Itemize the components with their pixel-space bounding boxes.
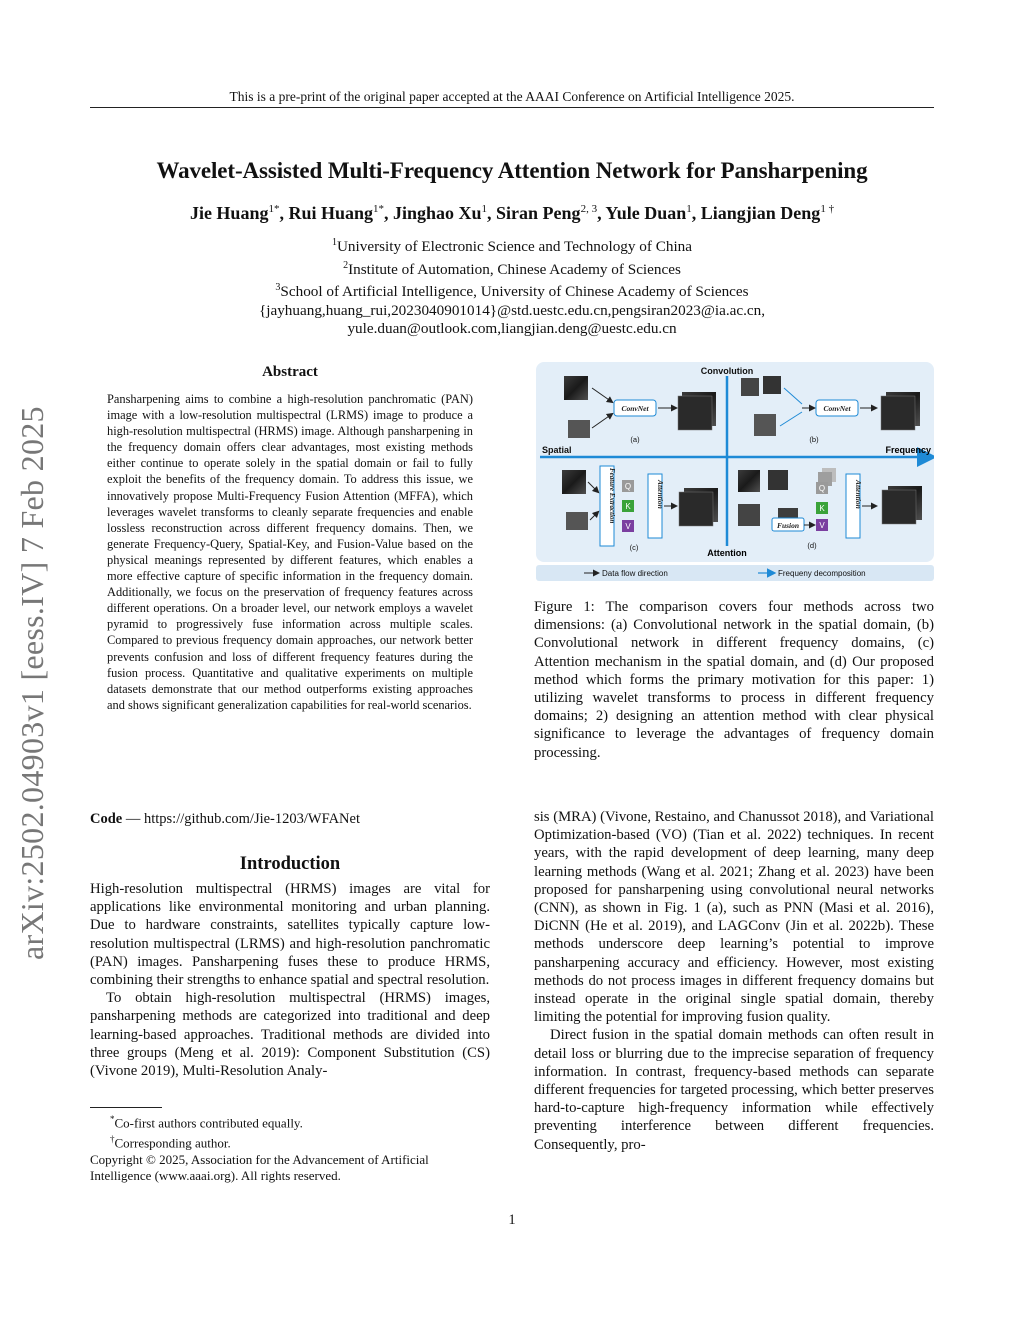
left-column-body — [90, 880, 490, 1080]
affiliation-text: School of Artificial Intelligence, University of Chinese Academy of Sciences — [280, 283, 749, 301]
body-paragraph: High-resolution multispectral (HRMS) images are vital for applications like environmental monitoring and urban planning. Due to hardware constraints, satellites typically capture low-resolution multispectral (LRMS) and high-resolution panchromatic (PAN) images. Pansharpening fuses these to produce HRMS, combining their strengths to enhance spatial and spectral resolution. — [90, 881, 490, 989]
footnote-cofirst — [90, 1111, 490, 1131]
q-label-d: Q — [818, 484, 826, 493]
author-name: Rui Huang — [288, 203, 373, 223]
output-stack-b-front — [881, 396, 915, 430]
affiliation-sup: 3 — [275, 282, 281, 294]
paper-title: Wavelet-Assisted Multi-Frequency Attention Network for Pansharpening — [156, 158, 868, 183]
footnotes — [90, 1111, 490, 1184]
author-name: Yule Duan — [605, 203, 687, 223]
author-list: Jie Huang$^{1*}$, Rui Huang$^{1*}$, Jinghao Xu$^1$, Siran Peng$^{2, 3}$, Yule Duan$^1$, Liangjian Deng$^{1 \dagger}$ — [189, 203, 835, 223]
attention-label-c: Attention — [656, 480, 665, 509]
code-label: Code — [90, 811, 123, 827]
code-line — [90, 811, 490, 828]
fusion-label: Fusion — [776, 521, 800, 530]
convnet-label-b: ConvNet — [823, 404, 851, 413]
footnote-text: Co-first authors contributed equally. — [114, 1115, 303, 1131]
panel-label-d: (d) — [807, 541, 817, 550]
convnet-label-a: ConvNet — [621, 404, 649, 413]
affiliation-text: University of Electronic Science and Technology of China — [336, 238, 693, 256]
q-label-c: Q — [624, 482, 632, 491]
label-spatial: Spatial — [542, 445, 572, 455]
code-url-link[interactable]: https://github.com/Jie-1203/WFANet — [143, 811, 360, 827]
panel-label-c: (c) — [629, 543, 639, 552]
image-ms-c — [562, 470, 586, 494]
image-pan-a — [568, 420, 590, 438]
k-label-d: K — [819, 504, 825, 513]
body-paragraph: To obtain high-resolution multispectral (HRMS) images, pansharpening methods are categorized into traditional and deep learning-based approaches. Traditional methods are divided into three groups (Meng et al. 2019): Component Substitution (CS) (Vivone 2019), Multi-Resolution Analy- — [90, 990, 490, 1080]
output-stack-a-front — [678, 396, 712, 430]
author-sup: 1 — [481, 203, 488, 215]
author-name: Jie Huang — [189, 203, 269, 223]
author-sup: 2, 3 — [580, 203, 598, 215]
page-number: 1 — [508, 1212, 516, 1228]
copyright-notice: Copyright © 2025, Association for the Advancement of Artificial Intelligence (www.aaai.org). All rights reserved. — [90, 1151, 429, 1183]
abstract-heading: Abstract — [262, 364, 318, 380]
image-pan-c — [566, 512, 588, 530]
footnote-mark: * — [110, 1114, 115, 1124]
code-separator: — — [122, 811, 144, 827]
author-sup: 1 — [686, 203, 692, 215]
right-column-body — [534, 808, 934, 1154]
author-name: Liangjian Deng — [700, 203, 821, 223]
v-label-d: V — [819, 521, 825, 530]
figure-panel-background — [536, 362, 934, 562]
author-sup: 1 † — [820, 203, 835, 215]
legend-frequency-label: Frequeny decomposition — [778, 569, 866, 578]
author-name: Jinghao Xu — [393, 203, 482, 223]
figure-1-caption: Figure 1: The comparison covers four methods across two dimensions: (a) Convolutional network in the spatial domain, (b) Convolutional network in different frequency domains, (c) Attention mechanism in the spatial domain, and (d) Our proposed method which forms the primary motivation for this paper: 1) utilizing wavelet transforms to process in different frequency domains; 2) designing an attention method with clear physical significance to leverage the advantages of frequency domain processing. — [534, 599, 934, 761]
image-stack-b-back — [741, 378, 759, 396]
affiliation — [90, 234, 934, 257]
output-stack-d-front — [882, 490, 916, 524]
footnote-text: Corresponding author. — [114, 1135, 231, 1151]
attention-label-d: Attention — [854, 480, 863, 509]
footnote-corresponding — [90, 1131, 490, 1151]
affiliation-sup: 1 — [331, 237, 337, 248]
image-ms-d — [738, 470, 760, 492]
preprint-note: This is a pre-print of the original paper accepted at the AAAI Conference on Artificial Intelligence 2025. — [229, 89, 795, 104]
affiliations — [90, 234, 934, 339]
label-convolution: Convolution — [700, 366, 754, 376]
affiliation — [90, 279, 934, 302]
header-rule — [90, 107, 934, 108]
figure-1 — [536, 362, 934, 588]
body-paragraph: sis (MRA) (Vivone, Restaino, and Chanussot 2018), and Variational Optimization-based (VO) (Tian et al. 2022) techniques. In recent years, with the rapid development of deep learning, many deep learning methods (Wang et al. 2021; Zhang et al. 2023) have been proposed for pansharpening using convolutional neural networks (CNN), as shown in Fig. 1 (a), such as PNN (Masi et al. 2016), DiCNN (He et al. 2019), and LAGConv (Jin et al. 2022b). These methods underscore deep learning’s potential to improve pansharpening accuracy and efficiency. However, most existing methods do not process images in different frequency domains but instead operate in the original single spatial domain, thereby limiting the potential for improving fusion quality. — [534, 809, 934, 1026]
footnote-rule — [90, 1107, 162, 1108]
email-line: {jayhuang,huang_rui,2023040901014}@std.uestc.edu.cn,pengsiran2023@ia.ac.cn, — [258, 301, 766, 319]
author-name: Siran Peng — [496, 203, 581, 223]
image-stack-b-low — [754, 414, 776, 436]
output-stack-c-front — [679, 492, 713, 526]
figure-1-diagram — [536, 362, 934, 588]
fusion-stack-d — [768, 470, 788, 490]
image-pan-d — [738, 504, 760, 526]
affiliation-sup: 2 — [343, 259, 349, 271]
image-stack-a-back — [564, 376, 588, 400]
label-frequency: Frequency — [885, 445, 931, 455]
introduction-heading: Introduction — [239, 854, 341, 874]
feature-extraction-label: Feature Extraction — [608, 468, 616, 524]
legend-flow-label: Data flow direction — [602, 569, 668, 578]
image-stack-b-mid — [763, 376, 781, 394]
panel-label-b: (b) — [809, 435, 819, 444]
affiliation-text: Institute of Automation, Chinese Academy of Sciences — [348, 260, 681, 278]
body-paragraph: Direct fusion in the spatial domain methods can often result in detail loss or blurring due to the imprecise separation of frequency information. In contrast, frequency-based methods can separate different frequencies for targeted processing, which better preserves hard-to-capture high-frequency information while effectively preventing interference between different frequencies. Consequently, pro- — [534, 1027, 934, 1153]
v-label-c: V — [625, 522, 631, 531]
affiliation — [90, 257, 934, 280]
abstract-text: Pansharpening aims to combine a high-resolution panchromatic (PAN) image with a low-resolution multispectral (LRMS) image to produce a high-resolution multispectral (HRMS) image. Although pansharpening in the frequency domain offers clear advantages, most existing methods either continue to operate solely in the spatial domain or fail to fully exploit the benefits of the frequency domain. To address this issue, we innovatively propose Multi-Frequency Fusion Attention (MFFA), which leverages wavelet transforms to cleanly separate frequencies and enable lossless reconstruction across different frequency domains. Then, we generate Frequency-Query, Spatial-Key, and Fusion-Value based on the physical meanings represented by different features, which enables a more effective capture of specific information in the frequency domain. Additionally, we focus on the preservation of frequency features across different operations. On a broader level, our network employs a wavelet pyramid to progressively fuse information across multiple scales. Compared to previous frequency domain approaches, our network better prevents confusion and loss of different frequency features during the fusion process. Quantitative and qualitative experiments on multiple datasets demonstrate that our method outperforms existing approaches and shows significant generalization capabilities for real-world scenarios. — [107, 392, 473, 712]
footnote-mark: † — [110, 1134, 115, 1145]
panel-label-a: (a) — [630, 435, 640, 444]
label-attention: Attention — [707, 548, 747, 558]
author-sup: 1* — [268, 203, 280, 215]
author-sup: 1* — [373, 203, 384, 215]
arxiv-sidebar-id[interactable]: arXiv:2502.04903v1 [eess.IV] 7 Feb 2025 — [14, 406, 50, 960]
k-label-c: K — [625, 502, 631, 511]
email-line: yule.duan@outlook.com,liangjian.deng@uestc.edu.cn — [347, 320, 677, 338]
